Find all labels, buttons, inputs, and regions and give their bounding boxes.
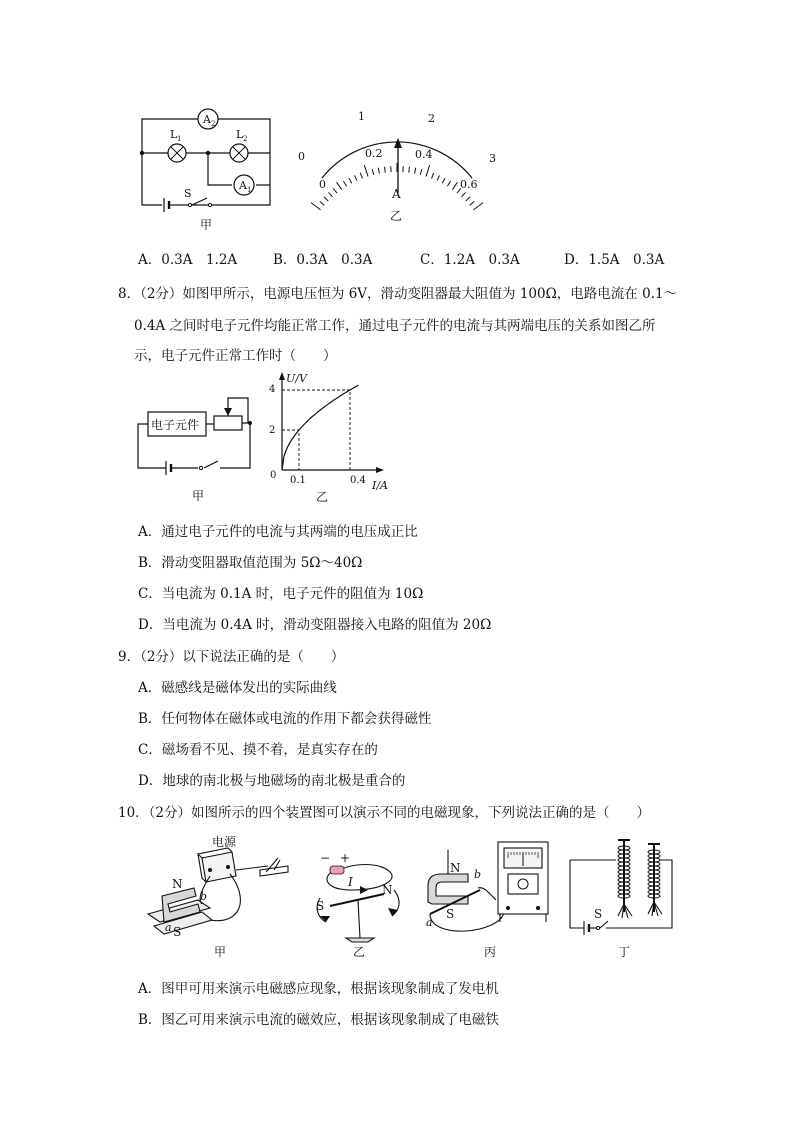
q7-option-a[interactable]: A．0.3A 1.2A [138, 252, 238, 268]
q10-option-b[interactable]: B．图乙可用来演示电流的磁效应，根据该现象制成了电磁铁 [138, 1012, 499, 1028]
svg-text:N: N [382, 883, 393, 897]
dial-tick [426, 165, 430, 176]
dial-tick [324, 197, 328, 201]
dial-tick [320, 201, 325, 205]
guide-line-0 [282, 430, 299, 470]
q10-option-a[interactable]: A．图甲可用来演示电磁感应现象，根据该现象制成了发电机 [138, 981, 499, 997]
dial-tick [442, 178, 445, 183]
x-tick-01: 0.1 [290, 475, 306, 486]
dial-tick [364, 165, 368, 176]
a2-label: A [203, 113, 211, 126]
dial-tick [466, 197, 470, 201]
svg-text:A: A [392, 187, 401, 201]
lamp-l2 [230, 144, 248, 162]
power-supply-label: 电源 [212, 835, 237, 849]
dial-tick [447, 181, 450, 186]
svg-text:S: S [316, 899, 325, 913]
svg-text:0.4: 0.4 [415, 148, 433, 161]
svg-text:N: N [450, 861, 461, 875]
svg-text:0.2: 0.2 [365, 147, 383, 160]
q8-option-d[interactable]: D．当电流为 0.4A 时，滑动变阻器接入电路的阻值为 20Ω [138, 617, 492, 633]
q8-option-c[interactable]: C．当电流为 0.1A 时，电子元件的阻值为 10Ω [138, 586, 424, 602]
dial-tick [385, 167, 386, 173]
svg-text:b: b [200, 890, 208, 903]
dial-tick [415, 168, 416, 174]
dial-tick [333, 188, 337, 193]
q9-option-b[interactable]: B．任何物体在磁体或电流的作用下都会获得磁性 [138, 711, 432, 727]
q9-option-a[interactable]: A．磁感线是磁体发出的实际曲线 [138, 680, 337, 696]
q10-figure-bing [420, 830, 560, 962]
svg-text:S: S [594, 907, 603, 921]
dial-tick [437, 175, 439, 180]
q8-option-a[interactable]: A．通过电子元件的电流与其两端的电压成正比 [138, 524, 418, 540]
y-tick-2: 2 [269, 425, 276, 436]
svg-text:2: 2 [428, 112, 435, 125]
dial-tick [461, 192, 465, 196]
q10-figure-jia [140, 830, 300, 962]
dial-tick [328, 192, 332, 196]
caption-bing: 丙 [484, 945, 497, 959]
origin-label: 0 [270, 470, 277, 481]
dial-tick [452, 182, 457, 189]
svg-text:L: L [170, 128, 178, 141]
lamp-l1 [168, 144, 186, 162]
q8-ui-graph-yi [268, 368, 398, 504]
dial-tick [311, 203, 321, 210]
caption-yi: 乙 [390, 209, 403, 223]
dial-tick [409, 167, 410, 173]
dial-tick [360, 173, 362, 179]
svg-text:N: N [172, 877, 183, 891]
dial-tick [470, 201, 475, 205]
q7-ammeter-dial-yi [292, 108, 502, 238]
q8-option-b[interactable]: B．滑动变阻器取值范围为 5Ω～40Ω [138, 555, 363, 571]
svg-text:2: 2 [243, 135, 248, 143]
y-tick-4: 4 [269, 384, 276, 395]
svg-text:a: a [426, 916, 433, 929]
q8-circuit-jia [134, 392, 264, 504]
electronic-component-label: 电子元件 [151, 418, 200, 432]
svg-text:L: L [236, 128, 244, 141]
svg-text:S: S [446, 907, 455, 921]
svg-text:1: 1 [177, 135, 182, 143]
q8-stem-line1: 8．（2分）如图甲所示，电源电压恒为 6V，滑动变阻器最大阻值为 100Ω，电路电流在 0.1～ [118, 286, 678, 302]
dial-tick [349, 178, 352, 183]
q9-stem: 9．（2分）以下说法正确的是（ ） [118, 649, 345, 665]
svg-text:0.6: 0.6 [460, 178, 478, 191]
svg-text:S: S [184, 187, 192, 200]
x-tick-04: 0.4 [350, 475, 366, 486]
dial-tick [420, 169, 421, 175]
q9-option-d[interactable]: D．地球的南北极与地磁场的南北极是重合的 [138, 773, 406, 789]
q9-option-c[interactable]: C．磁场看不见、摸不着，是真实存在的 [138, 742, 378, 758]
u-i-curve [282, 385, 359, 470]
svg-text:3: 3 [489, 152, 496, 165]
q8-stem-line2: 0.4A 之间时电子元件均能正常工作，通过电子元件的电流与其两端电压的关系如图乙所 [134, 318, 656, 334]
y-axis-label: U/V [286, 372, 307, 385]
svg-text:A: A [239, 179, 247, 192]
q10-figure-yi [302, 830, 412, 962]
battery-icon [330, 866, 344, 874]
caption-jia: 甲 [214, 945, 227, 959]
svg-text:+: + [340, 851, 351, 865]
dial-tick [378, 168, 379, 174]
q10-figure-ding [566, 830, 686, 962]
svg-text:a: a [165, 921, 172, 934]
caption-yi: 乙 [316, 490, 329, 504]
svg-text:2: 2 [211, 120, 216, 128]
caption-jia: 甲 [200, 218, 213, 232]
dial-tick [432, 173, 434, 179]
q7-option-b[interactable]: B．0.3A 0.3A [273, 252, 373, 268]
svg-text:1: 1 [247, 186, 252, 194]
q8-stem-line3: 示，电子元件正常工作时（ ） [134, 348, 337, 364]
caption-ding: 丁 [618, 945, 631, 959]
svg-text:1: 1 [358, 110, 365, 123]
dial-tick [343, 181, 346, 186]
svg-text:0: 0 [298, 150, 305, 163]
svg-text:−: − [320, 851, 331, 865]
q10-stem: 10．（2分）如图所示的四个装置图可以演示不同的电磁现象，下列说法正确的是（ ） [118, 805, 651, 821]
q7-option-c[interactable]: C．1.2A 0.3A [420, 252, 520, 268]
q7-option-d[interactable]: D．1.5A 0.3A [564, 252, 665, 268]
dial-tick [473, 203, 483, 210]
dial-tick [372, 169, 373, 175]
svg-text:b: b [474, 868, 482, 881]
caption-jia: 甲 [192, 489, 205, 503]
x-axis-label: I/A [372, 479, 388, 492]
svg-text:0: 0 [319, 178, 326, 191]
q7-circuit-jia [132, 105, 282, 235]
caption-yi: 乙 [353, 945, 366, 959]
dial-tick [355, 175, 357, 180]
dial-tick [337, 182, 342, 189]
svg-text:S: S [173, 925, 182, 939]
svg-text:I: I [348, 875, 353, 889]
